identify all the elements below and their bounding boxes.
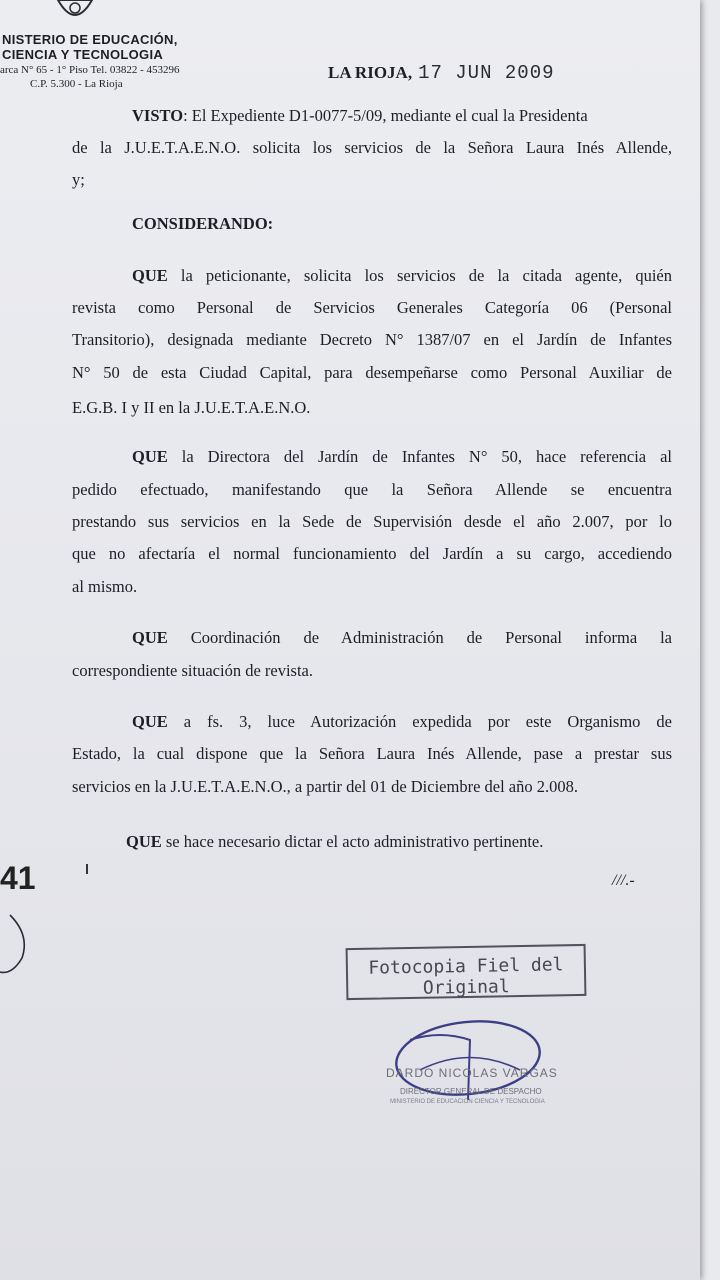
certified-copy-stamp [346, 944, 587, 1000]
p1-line1: QUE la peticionante, solicita los servicios de la citada agente, quién [132, 266, 672, 285]
certified-copy-stamp-text: Fotocopia Fiel del Original [368, 954, 564, 999]
visto-line1: VISTO: El Expediente D1-0077-5/09, mediante el cual la Presidenta [132, 106, 588, 125]
p1-line4: N° 50 de esta Ciudad Capital, para desempeñarse como Personal Auxiliar de [72, 363, 672, 382]
ministry-postal-code: C.P. 5.300 - La Rioja [30, 78, 123, 90]
p1-line2: revista como Personal de Servicios Generales Categoría 06 (Personal [72, 298, 672, 317]
p4-line2: Estado, la cual dispone que la Señora Laura Inés Allende, pase a prestar sus [72, 744, 672, 763]
ministry-address: arca N° 65 - 1° Piso Tel. 03822 - 453296 [0, 64, 180, 76]
p1-line5: E.G.B. I y II en la J.U.E.T.A.E.N.O. [72, 398, 311, 417]
considerando-heading: CONSIDERANDO: [132, 214, 274, 233]
p4-line3: servicios en la J.U.E.T.A.E.N.O., a partir del 01 de Diciembre del año 2.008. [72, 777, 579, 796]
ministry-header-line1: NISTERIO DE EDUCACIÓN, [2, 32, 178, 47]
p3-line1: QUE Coordinación de Administración de Personal informa la [132, 628, 672, 647]
p3-line2: correspondiente situación de revista. [72, 661, 313, 680]
p2-line2: pedido efectuado, manifestando que la Señora Allende se encuentra [72, 480, 672, 499]
p2-line3: prestando sus servicios en la Sede de Supervisión desde el año 2.007, por lo [72, 512, 672, 531]
visto-label: VISTO [132, 106, 184, 125]
visto-line2: de la J.U.E.T.A.E.N.O. solicita los servicios de la Señora Laura Inés Allende, [72, 138, 672, 157]
margin-folio-number: 41 [0, 860, 36, 896]
date-place: LA RIOJA, [328, 63, 413, 82]
signatory-name: DARDO NICOLAS VARGAS [386, 1066, 558, 1080]
margin-pen-stroke [0, 915, 24, 972]
ministry-header-line2: CIENCIA Y TECNOLOGIA [2, 47, 164, 62]
signatory-role: DIRECTOR GENERAL DE DESPACHO [400, 1087, 542, 1096]
p5-line1: QUE se hace necesario dictar el acto administrativo pertinente. [126, 832, 544, 851]
p2-line5: al mismo. [72, 577, 138, 596]
p4-line1: QUE a fs. 3, luce Autorización expedida por este Organismo de [132, 712, 672, 731]
p2-line4: que no afectaría el normal funcionamiento del Jardín a su cargo, accediendo [72, 544, 672, 563]
signatory-ministry: MINISTERIO DE EDUCACION CIENCIA Y TECNOLOGIA [390, 1099, 545, 1105]
visto-line3: y; [72, 170, 85, 189]
p1-line3: Transitorio), designada mediante Decreto N° 1387/07 en el Jardín de Infantes [72, 330, 672, 349]
date-stamp: 17 JUN 2009 [418, 62, 555, 84]
continuation-mark: ///.- [612, 872, 635, 889]
p2-line1: QUE la Directora del Jardín de Infantes N° 50, hace referencia al [132, 447, 672, 466]
